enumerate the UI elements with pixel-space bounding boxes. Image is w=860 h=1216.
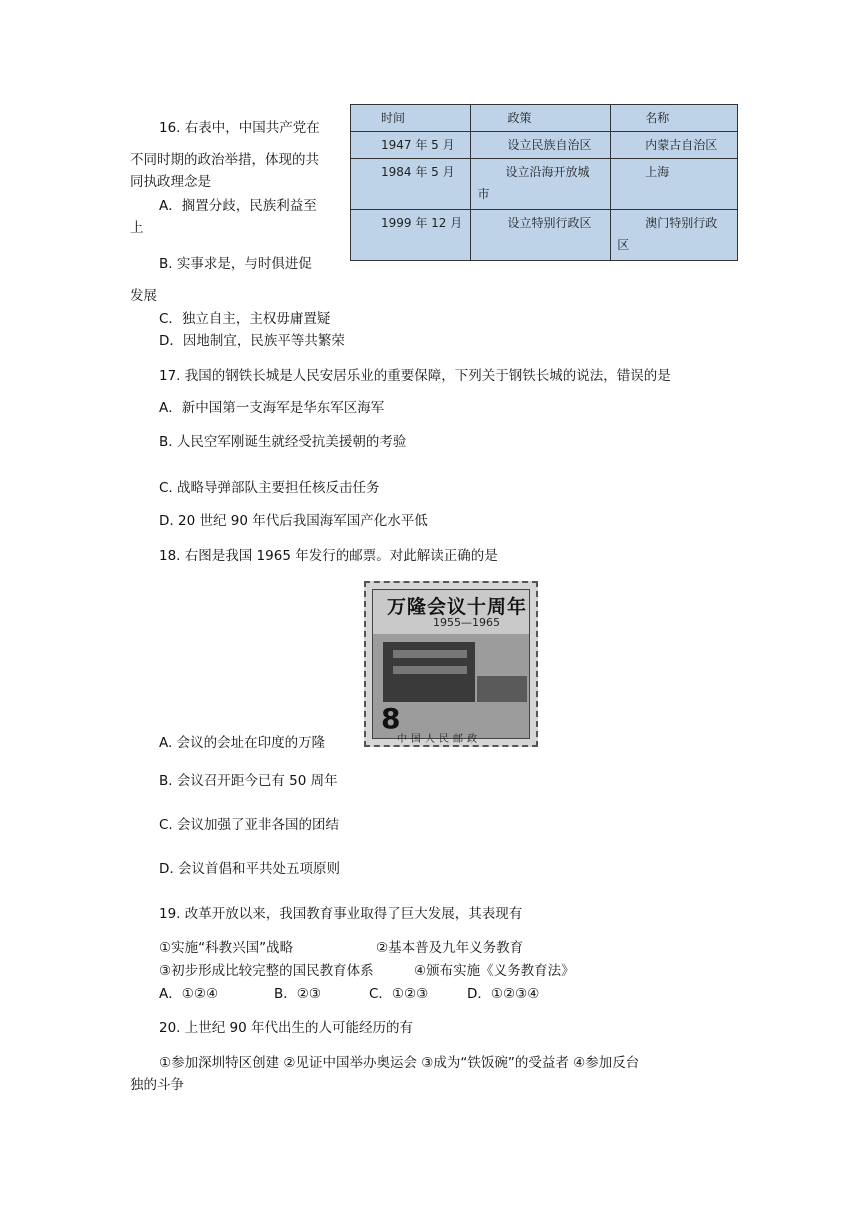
name-line2: 区 xyxy=(617,238,630,252)
name-line1: 澳门特别行政 xyxy=(645,216,718,230)
table-row xyxy=(351,132,738,159)
q19-item-4: ④颁布实施《义务教育法》 xyxy=(414,963,575,979)
q18-option-a: A. 会议的会址在印度的万隆 xyxy=(159,735,326,751)
stamp-picture xyxy=(372,589,530,745)
table-row xyxy=(351,210,738,261)
table-cell-policy: 设立特别行政区 xyxy=(471,210,611,261)
q16-option-b-line2: 发展 xyxy=(130,288,157,304)
table-header-name: 名称 xyxy=(611,105,738,132)
policy-line2: 市 xyxy=(477,187,490,201)
stamp-building-detail xyxy=(393,650,467,658)
q16-option-a-line2: 上 xyxy=(130,220,144,236)
table-header-row xyxy=(351,105,738,132)
q16-option-d: D．因地制宜，民族平等共繁荣 xyxy=(159,333,345,349)
table-cell-name xyxy=(611,210,738,261)
q20-items-line1: ①参加深圳特区创建 ②见证中国举办奥运会 ③成为“铁饭碗”的受益者 ④参加反台 xyxy=(159,1055,640,1071)
q16-stem-line3: 同执政理念是 xyxy=(130,174,211,190)
table-header-time: 时间 xyxy=(351,105,471,132)
q17-stem: 17. 我国的钢铁长城是人民安居乐业的重要保障，下列关于钢铁长城的说法，错误的是 xyxy=(159,368,671,384)
q19-option-c: C．①②③ xyxy=(369,986,429,1002)
q17-option-b: B. 人民空军刚诞生就经受抗美援朝的考验 xyxy=(159,434,407,450)
table-header-policy: 政策 xyxy=(471,105,611,132)
stamp-value: 8 xyxy=(381,702,401,735)
q17-option-a: A．新中国第一支海军是华东军区海军 xyxy=(159,400,385,416)
q19-item-1: ①实施“科教兴国”战略 xyxy=(159,940,294,956)
table-cell-name: 内蒙古自治区 xyxy=(611,132,738,159)
stamp-building-detail xyxy=(393,666,467,674)
table-cell-time: 1947 年 5 月 xyxy=(351,132,471,159)
q18-option-b: B. 会议召开距今已有 50 周年 xyxy=(159,773,338,789)
q20-items-line2: 独的斗争 xyxy=(130,1077,184,1093)
table-cell-time: 1999 年 12 月 xyxy=(351,210,471,261)
q19-option-b: B．②③ xyxy=(274,986,321,1002)
stamp-building-detail xyxy=(477,676,527,702)
stamp-footer: 中国人民邮政 xyxy=(397,734,481,745)
q18-option-d: D. 会议首倡和平共处五项原则 xyxy=(159,861,340,877)
q19-stem: 19. 改革开放以来，我国教育事业取得了巨大发展，其表现有 xyxy=(159,906,523,922)
q16-option-b-line1: B. 实事求是，与时俱进促 xyxy=(159,256,312,272)
policy-line1: 设立沿海开放城 xyxy=(505,165,590,179)
q17-option-d: D. 20 世纪 90 年代后我国海军国产化水平低 xyxy=(159,513,428,529)
q18-option-c: C. 会议加强了亚非各国的团结 xyxy=(159,817,340,833)
q19-item-3: ③初步形成比较完整的国民教育体系 xyxy=(159,963,374,979)
table-cell-policy xyxy=(471,159,611,210)
stamp-years: 1955—1965 xyxy=(433,616,500,629)
stamp-image xyxy=(364,581,538,747)
q17-option-c: C. 战略导弹部队主要担任核反击任务 xyxy=(159,480,380,496)
q19-option-a: A．①②④ xyxy=(159,986,219,1002)
q20-stem: 20. 上世纪 90 年代出生的人可能经历的有 xyxy=(159,1020,414,1036)
table-row xyxy=(351,159,738,210)
q16-stem-line2: 不同时期的政治举措，体现的共 xyxy=(130,152,319,168)
q19-option-d: D．①②③④ xyxy=(467,986,540,1002)
table-cell-name: 上海 xyxy=(611,159,738,210)
table-cell-policy: 设立民族自治区 xyxy=(471,132,611,159)
q19-item-2: ②基本普及九年义务教育 xyxy=(376,940,524,956)
table-cell-time: 1984 年 5 月 xyxy=(351,159,471,210)
q16-policy-table xyxy=(350,104,738,261)
stamp-title: 万隆会议十周年 xyxy=(387,596,528,618)
q16-option-a-line1: A．搁置分歧，民族利益至 xyxy=(159,198,317,214)
q16-option-c: C．独立自主，主权毋庸置疑 xyxy=(159,311,331,327)
q18-stem: 18. 右图是我国 1965 年发行的邮票。对此解读正确的是 xyxy=(159,548,498,564)
q16-stem-line1: 16. 右表中，中国共产党在 xyxy=(159,120,320,136)
